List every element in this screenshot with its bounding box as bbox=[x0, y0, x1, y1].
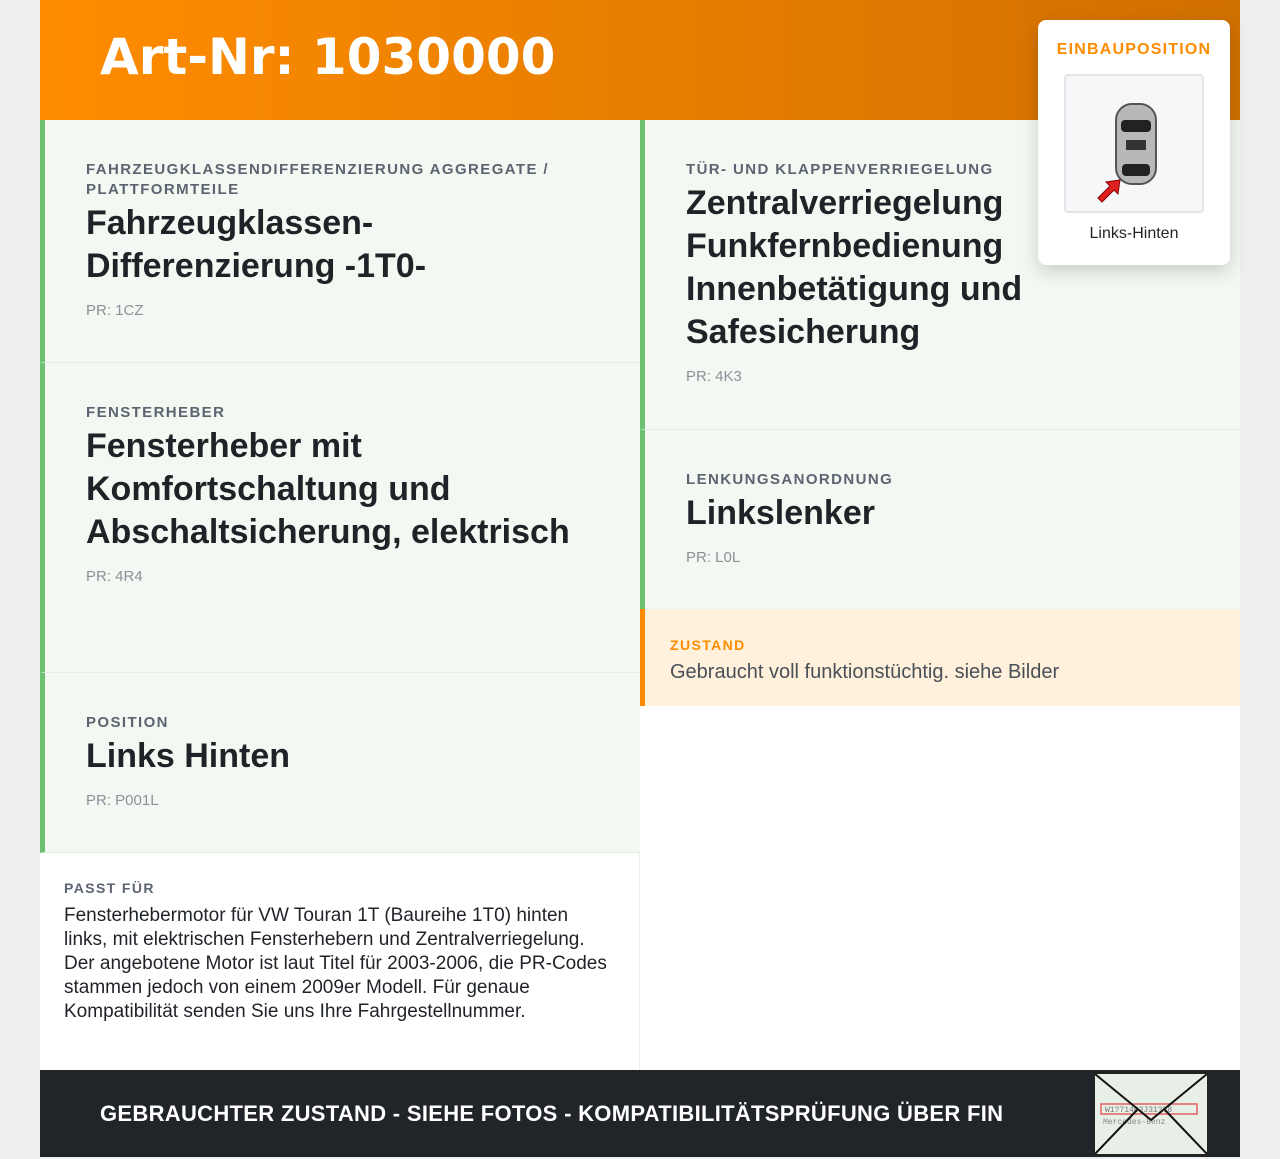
fits-label: PASST FÜR bbox=[64, 880, 155, 896]
installation-position-box bbox=[1038, 20, 1230, 265]
card-category: POSITION bbox=[86, 714, 169, 731]
card-platform bbox=[40, 120, 640, 363]
vin-envelope-icon bbox=[1093, 1072, 1209, 1156]
card-position bbox=[40, 673, 640, 853]
card-title: Links Hinten bbox=[86, 737, 291, 775]
card-pr: PR: 4R4 bbox=[86, 568, 143, 585]
condition-label: ZUSTAND bbox=[670, 637, 746, 653]
card-pr: PR: P001L bbox=[86, 792, 159, 809]
card-title: Linkslenker bbox=[686, 494, 875, 532]
card-pr: PR: 1CZ bbox=[86, 302, 144, 319]
footer-banner bbox=[40, 1070, 1240, 1157]
fits-text: Fensterhebermotor für VW Touran 1T (Baureihe 1T0) hinten links, mit elektrischen Fensterhebern und Zentralverriegelung. Der angebotene Motor ist laut Titel für 2003-2006, die PR-Codes stammen jedoch von einem 2009er Modell. Für genaue Kompatibilität senden Sie uns Ihre Fahrgestellnummer. bbox=[64, 905, 607, 1022]
card-category: LENKUNGSANORDNUNG bbox=[686, 471, 894, 488]
card-category: TÜR- UND KLAPPENVERRIEGELUNG bbox=[686, 161, 994, 178]
footer-text: GEBRAUCHTER ZUSTAND - SIEHE FOTOS - KOMPATIBILITÄTSPRÜFUNG ÜBER FIN bbox=[100, 1101, 1004, 1126]
card-window-lifter bbox=[40, 363, 640, 673]
card-pr: PR: L0L bbox=[686, 549, 741, 566]
condition-text: Gebraucht voll funktionstüchtig. siehe Bilder bbox=[670, 661, 1060, 683]
card-title: Fahrzeugklassen-Differenzierung -1T0- bbox=[86, 204, 427, 285]
card-title: Fensterheber mit Komfortschaltung und Abschaltsicherung, elektrisch bbox=[86, 427, 570, 551]
condition-box bbox=[640, 609, 1240, 706]
card-category: FENSTERHEBER bbox=[86, 404, 226, 421]
position-value: Links-Hinten bbox=[1089, 225, 1179, 242]
card-category: FAHRZEUGKLASSENDIFFERENZIERUNG AGGREGATE / PLATTFORMTEILE bbox=[86, 161, 549, 198]
fits-section bbox=[40, 852, 640, 1070]
card-pr: PR: 4K3 bbox=[686, 368, 742, 385]
svg-text:W1?71463J31??8: W1?71463J31??8 bbox=[1105, 1106, 1173, 1115]
position-label: EINBAUPOSITION bbox=[1056, 41, 1212, 58]
svg-text:Mercedes-Benz: Mercedes-Benz bbox=[1103, 1118, 1166, 1127]
car-position-image bbox=[1064, 74, 1204, 213]
card-title: Zentralverriegelung Funkfernbedienung Innenbetätigung und Safesicherung bbox=[686, 184, 1023, 351]
page bbox=[40, 0, 1240, 1157]
car-top-view-icon bbox=[1066, 76, 1202, 211]
article-number: Art-Nr: 1030000 bbox=[100, 28, 556, 86]
card-steering bbox=[640, 430, 1240, 610]
